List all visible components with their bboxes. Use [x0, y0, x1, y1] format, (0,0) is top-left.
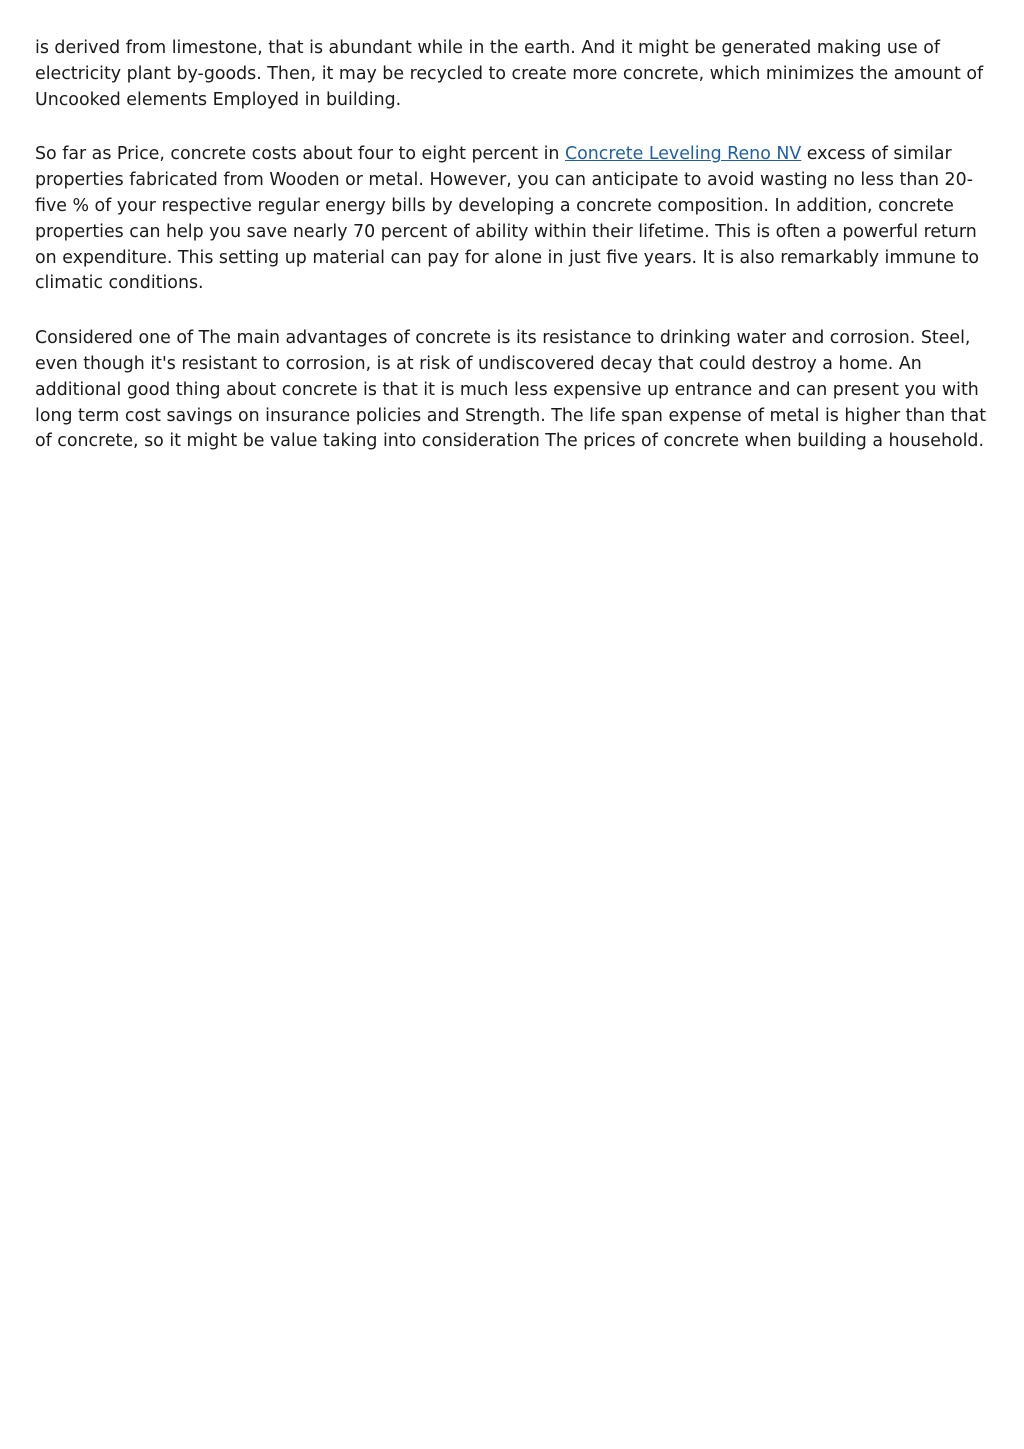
paragraph-3: Considered one of The main advantages of concrete is its resistance to drinking water and corrosion. Steel, even though it's resistant to corrosion, is at risk of undiscovered decay that could destroy a home. An additional good thing about concrete is that it is much less expensive up entrance and can present you with long term cost savings on insurance policies and Strength. The life span expense of metal is higher than that of concrete, so it might be value taking into consideration The prices of concrete when building a household.	[35, 328, 987, 452]
paragraph-2-lead-text: So far as Price, concrete costs about four to eight percent in	[35, 144, 565, 165]
paragraph-2	[35, 142, 995, 297]
concrete-leveling-link[interactable]: Concrete Leveling Reno NV	[564, 144, 802, 165]
paragraph-2-trailing-text: excess of similar properties fabricated from Wooden or metal. However, you can anticipate to avoid wasting no less than 20-five % of your respective regular energy bills by developing a concrete composition. In addition, concrete properties can help you save nearly 70 percent of ability within their lifetime. This is often a powerful return on expenditure. This setting up material can pay for alone in just five years. It is also remarkably immune to climatic conditions.	[35, 144, 979, 294]
document-body	[35, 36, 995, 484]
paragraph-1: is derived from limestone, that is abundant while in the earth. And it might be generated making use of electricity plant by-goods. Then, it may be recycled to create more concrete, which minimizes the amount of Uncooked elements Employed in building.	[35, 38, 984, 110]
